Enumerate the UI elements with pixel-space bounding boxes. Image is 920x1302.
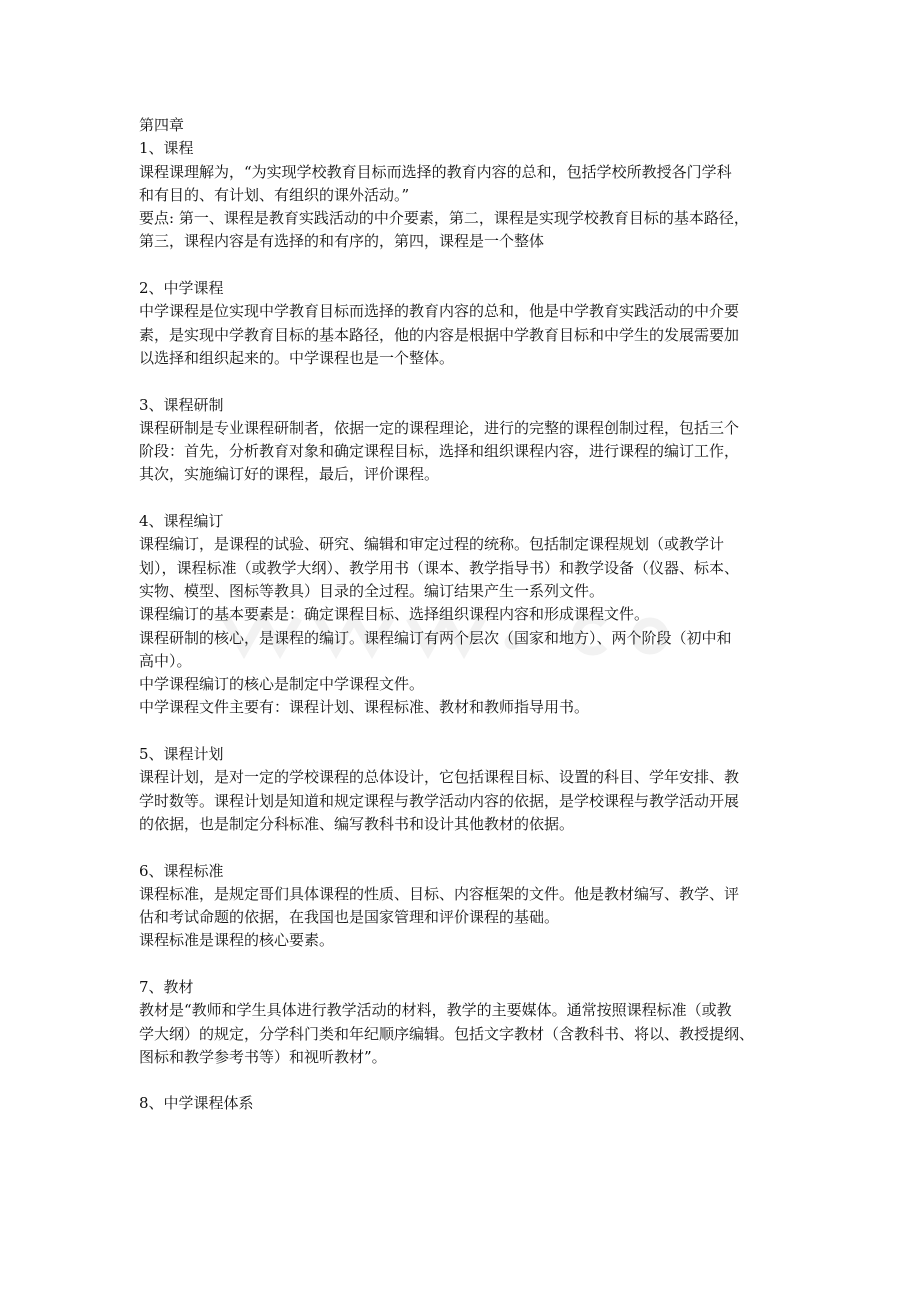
- section-7-text: 教材是“教师和学生具体进行教学活动的材料，教学的主要媒体。通常按照课程标准（或教: [139, 1001, 732, 1020]
- paragraph-gap: [139, 720, 789, 743]
- section-5-heading: 5、课程计划: [139, 745, 224, 764]
- section-2-text: 以选择和组织起来的。中学课程也是一个整体。: [139, 348, 455, 367]
- section-2-text: 素，是实现中学教育目标的基本路径，他的内容是根据中学教育目标和中学生的发展需要加: [139, 325, 740, 344]
- section-1-text: 课程课理解为，“为实现学校教育目标而选择的教育内容的总和，包括学校所教授各门学科: [139, 162, 732, 181]
- section-3-text: 课程研制是专业课程研制者，依据一定的课程理论，进行的完整的课程创制过程，包括三个: [139, 418, 740, 437]
- section-6-heading: 6、课程标准: [139, 861, 224, 880]
- section-1-text: 和有目的、有计划、有组织的课外活动。”: [139, 185, 410, 204]
- section-1-heading: 1、课程: [139, 139, 194, 158]
- paragraph-gap: [139, 836, 789, 859]
- section-3-text: 其次，实施编订好的课程，最后，评价课程。: [139, 465, 440, 484]
- section-7-heading: 7、教材: [139, 977, 194, 996]
- paragraph-gap: [139, 1069, 789, 1092]
- paragraph-gap: [139, 953, 789, 976]
- section-3-heading: 3、课程研制: [139, 395, 224, 414]
- section-1-text: 第三，课程内容是有选择的和有序的，第四，课程是一个整体: [139, 232, 545, 251]
- paragraph-gap: [139, 254, 789, 277]
- section-7-text: 图标和教学参考书等）和视听教材”。: [139, 1047, 387, 1066]
- paragraph-gap: [139, 487, 789, 510]
- section-4-heading: 4、课程编订: [139, 512, 224, 531]
- section-1-text: 要点: 第一、课程是教育实践活动的中介要素，第二，课程是实现学校教育目标的基本路径，: [139, 209, 749, 228]
- section-2-heading: 2、中学课程: [139, 279, 224, 298]
- section-5-text: 的依据，也是制定分科标准、编写教科书和设计其他教材的依据。: [139, 814, 575, 833]
- section-5-text: 学时数等。课程计划是知道和规定课程与教学活动内容的依据，是学校课程与教学活动开展: [139, 791, 740, 810]
- document-body: [139, 114, 789, 1116]
- section-4-text: 划），课程标准（或教学大纲）、教学用书（课本、教学指导书）和教学设备（仪器、标本、: [139, 558, 740, 577]
- section-4-text: 实物、模型、图标等教具）目录的全过程。编订结果产生一系列文件。: [139, 581, 605, 600]
- section-4-text: 中学课程编订的核心是制定中学课程文件。: [139, 675, 425, 694]
- section-4-text: 课程编订，是课程的试验、研究、编辑和审定过程的统称。包括制定课程规划（或教学计: [139, 535, 725, 554]
- section-4-text: 高中）。: [139, 651, 192, 670]
- paragraph-gap: [139, 370, 789, 393]
- section-6-text: 课程标准是课程的核心要素。: [139, 931, 335, 950]
- section-6-text: 估和考试命题的依据，在我国也是国家管理和评价课程的基础。: [139, 908, 560, 927]
- section-2-text: 中学课程是位实现中学教育目标而选择的教育内容的总和，他是中学教育实践活动的中介要: [139, 302, 740, 321]
- section-6-text: 课程标准，是规定哥们具体课程的性质、目标、内容框架的文件。他是教材编写、教学、评: [139, 884, 740, 903]
- section-7-text: 学大纲）的规定，分学科门类和年纪顺序编辑。包括文字教材（含教科书、将以、教授提纲、: [139, 1024, 755, 1043]
- section-4-text: 中学课程文件主要有：课程计划、课程标准、教材和教师指导用书。: [139, 698, 590, 717]
- section-5-text: 课程计划，是对一定的学校课程的总体设计，它包括课程目标、设置的科目、学年安排、教: [139, 768, 740, 787]
- chapter-title: 第四章: [139, 116, 185, 134]
- section-8-heading: 8、中学课程体系: [139, 1094, 254, 1113]
- section-4-text: 课程研制的核心，是课程的编订。课程编订有两个层次（国家和地方）、两个阶段（初中和: [139, 628, 732, 647]
- section-3-text: 阶段：首先，分析教育对象和确定课程目标，选择和组织课程内容，进行课程的编订工作，: [139, 442, 740, 461]
- section-4-text: 课程编订的基本要素是：确定课程目标、选择组织课程内容和形成课程文件。: [139, 605, 650, 624]
